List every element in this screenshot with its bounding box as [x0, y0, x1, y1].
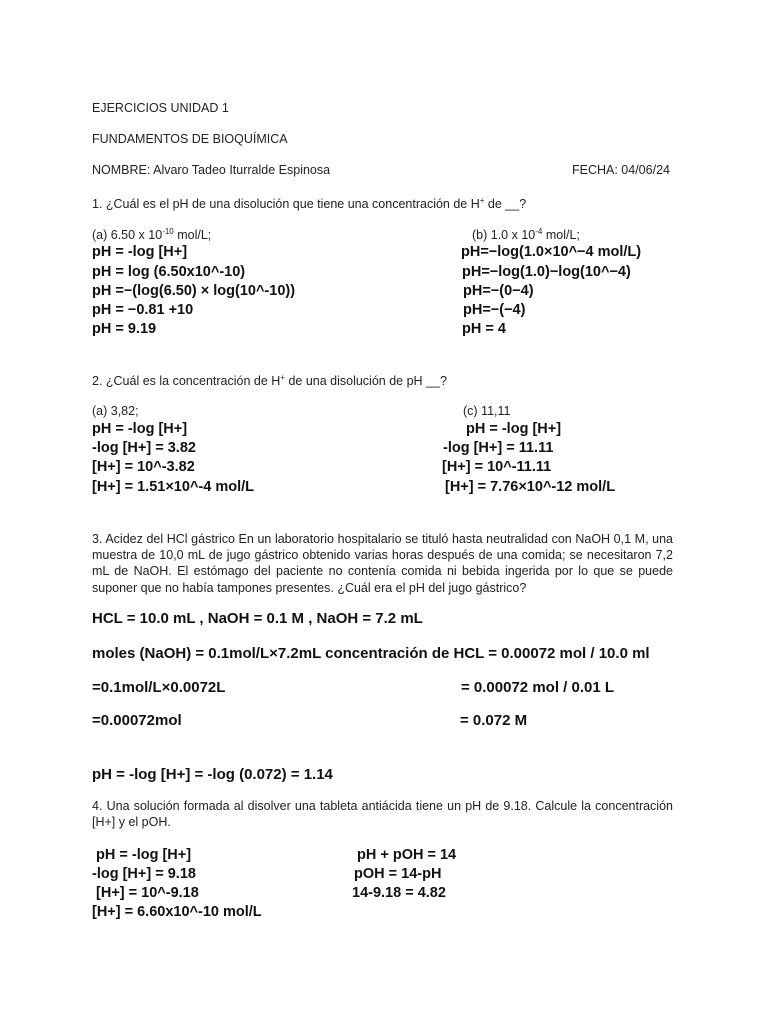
q1-prompt-end: de __? [484, 197, 527, 211]
q2-prompt-end: de una disolución de pH __? [284, 374, 447, 388]
q4-step-left-3 [92, 885, 199, 901]
q1-option-a-unit: mol/L; [173, 228, 212, 242]
q4-step-right-2: pOH = 14-pH [354, 866, 442, 882]
q2-step-c-4: [H+] = 7.76×10^-12 mol/L [445, 479, 616, 495]
q3-moles-line: moles (NaOH) = 0.1mol/L×7.2mL concentración de HCL = 0.00072 mol / 10.0 ml [92, 645, 650, 662]
q1-step-a-1: pH = -log [H+] [92, 244, 188, 260]
q2-step-a-2: -log [H+] = 3.82 [92, 440, 196, 456]
q1-step-b-2: pH=−log(1.0)−log(10^−4) [462, 264, 631, 280]
q1-step-a-2: pH = log (6.50x10^-10) [92, 264, 246, 280]
q4-step-left-2: -log [H+] = 9.18 [92, 866, 196, 882]
q2-step-c-3: [H+] = 10^-11.11 [442, 459, 552, 475]
q3-prompt: 3. Acidez del HCl gástrico En un laboratorio hospitalario se tituló hasta neutralidad con NaOH 0,1 M, una muestra de 10,0 mL de jugo gástrico obtenido varias horas después de una comida; se necesitaron 7,2 mL de NaOH. El estómago del paciente no contenía comida ni bebida ingerida por lo que se puede suponer que no había tampones presentes. ¿Cuál era el pH del jugo gástrico? [92, 532, 673, 595]
q2-step-a-3: [H+] = 10^-3.82 [92, 459, 195, 475]
q2-prompt-sup: + [280, 372, 285, 382]
q3-givens: HCL = 10.0 mL , NaOH = 0.1 M , NaOH = 7.2 mL [92, 610, 423, 627]
q2-prompt [92, 374, 447, 388]
q1-step-b-5: pH = 4 [462, 321, 506, 337]
date-field: FECHA: 04/06/24 [572, 163, 670, 177]
q1-prompt-text: 1. ¿Cuál es el pH de una disolución que tiene una concentración de H [92, 197, 480, 211]
q4-step-right-3: 14-9.18 = 4.82 [352, 885, 446, 901]
q1-prompt-sup: + [479, 195, 485, 205]
q3-ph-result: pH = -log [H+] = -log (0.072) = 1.14 [92, 766, 333, 783]
q1-option-b [472, 228, 580, 242]
q4-step-left-1-text: pH = -log [H+] [92, 847, 192, 863]
q1-step-b-4: pH=−(−4) [463, 302, 526, 318]
q1-option-b-exp: -4 [535, 226, 543, 236]
q1-prompt [92, 197, 526, 211]
subject-line: FUNDAMENTOS DE BIOQUÍMICA [92, 132, 288, 146]
q1-step-b-1: pH=−log(1.0×10^−4 mol/L) [461, 244, 642, 260]
q1-option-b-unit: mol/L; [542, 228, 580, 242]
q4-step-left-1 [92, 847, 191, 863]
q2-step-c-1: pH = -log [H+] [466, 421, 562, 437]
q1-step-a-3: pH =−(log(6.50) × log(10^-10)) [92, 283, 296, 299]
q2-option-c: (c) 11,11 [463, 404, 511, 418]
q2-step-c-2: -log [H+] = 11.11 [443, 440, 554, 456]
q1-option-a-exp: -10 [162, 226, 174, 236]
q1-option-a [92, 228, 211, 242]
student-name: NOMBRE: Alvaro Tadeo Iturralde Espinosa [92, 163, 331, 177]
q2-step-a-4: [H+] = 1.51×10^-4 mol/L [92, 479, 254, 495]
q4-prompt: 4. Una solución formada al disolver una tableta antiácida tiene un pH de 9.18. Calcule la concentración [H+] y el pOH. [92, 799, 673, 830]
q4-step-left-3-text: [H+] = 10^-9.18 [92, 885, 199, 901]
q2-option-a: (a) 3,82; [92, 404, 139, 418]
q1-step-a-5: pH = 9.19 [92, 321, 157, 337]
q3-step-left-1: =0.1mol/L×0.0072L [92, 679, 226, 696]
q1-step-b-3: pH=−(0−4) [463, 283, 534, 299]
q2-prompt-text: 2. ¿Cuál es la concentración de H [92, 374, 281, 388]
q1-option-b-text: (b) 1.0 x 10 [472, 228, 536, 242]
q3-step-left-2: =0.00072mol [92, 712, 182, 729]
q4-step-left-4: [H+] = 6.60x10^-10 mol/L [92, 904, 262, 920]
q4-step-right-1: pH + pOH = 14 [357, 847, 457, 863]
q3-step-right-1: = 0.00072 mol / 0.01 L [461, 679, 615, 696]
q1-option-a-text: (a) 6.50 x 10 [92, 228, 163, 242]
document-title: EJERCICIOS UNIDAD 1 [92, 101, 229, 115]
q3-step-right-2: = 0.072 M [460, 712, 528, 729]
q2-step-a-1: pH = -log [H+] [92, 421, 188, 437]
q1-step-a-4: pH = −0.81 +10 [92, 302, 194, 318]
